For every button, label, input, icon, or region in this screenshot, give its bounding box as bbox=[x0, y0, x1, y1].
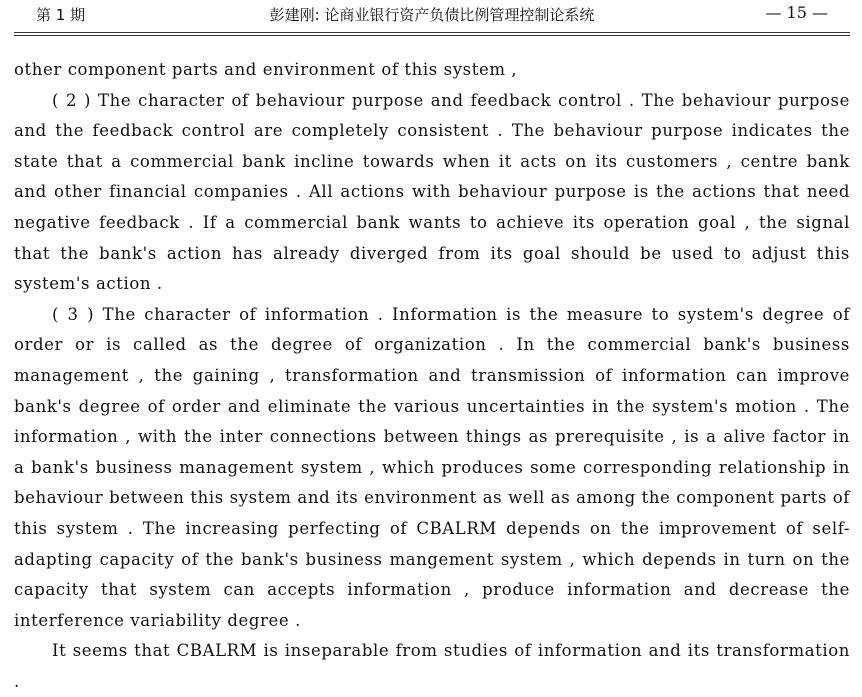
header-rule-secondary bbox=[14, 35, 850, 36]
paragraph-information: ( 3 ) The character of information . Information is the measure to system's degree of order or is called as the degree of organization . In the commercial bank's business management , the gaining , transformation and transmission of information can improve bank's degree of order and eliminate the various uncertainties in the system's motion . The information , with the inter connections between things as prerequisite , is a alive factor in a bank's business management system , which produces some corresponding relationship in behaviour between this system and its environment as well as among the component parts of this system . The increasing perfecting of CBALRM depends on the improvement of self-adapting capacity of the bank's business mangement system , which depends in turn on the capacity that system can accepts information , produce information and decrease the interference variability degree . bbox=[14, 304, 850, 630]
paragraph-conclusion: It seems that CBALRM is inseparable from studies of information and its transformation . bbox=[14, 641, 850, 691]
running-title: 彭建刚: 论商业银行资产负债比例管理控制论系统 bbox=[269, 6, 595, 24]
article-body bbox=[14, 55, 850, 697]
running-header bbox=[14, 0, 850, 34]
page-number: — 15 — bbox=[765, 3, 828, 22]
paragraph-behaviour-purpose: ( 2 ) The character of behaviour purpose and feedback control . The behaviour purpose and the feedback control are completely consistent . The behaviour purpose indicates the state that a commercial bank incline towards when it acts on its customers , centre bank and other financial companies . All actions with behaviour purpose is the actions that need negative feedback . If a commercial bank wants to achieve its operation goal , the signal that the bank's action has already diverged from its goal should be used to adjust this system's action . bbox=[14, 90, 850, 294]
paragraph-continuation: other component parts and environment of this system , bbox=[14, 60, 518, 79]
issue-number: 第 1 期 bbox=[36, 6, 86, 24]
header-rule bbox=[14, 32, 850, 33]
